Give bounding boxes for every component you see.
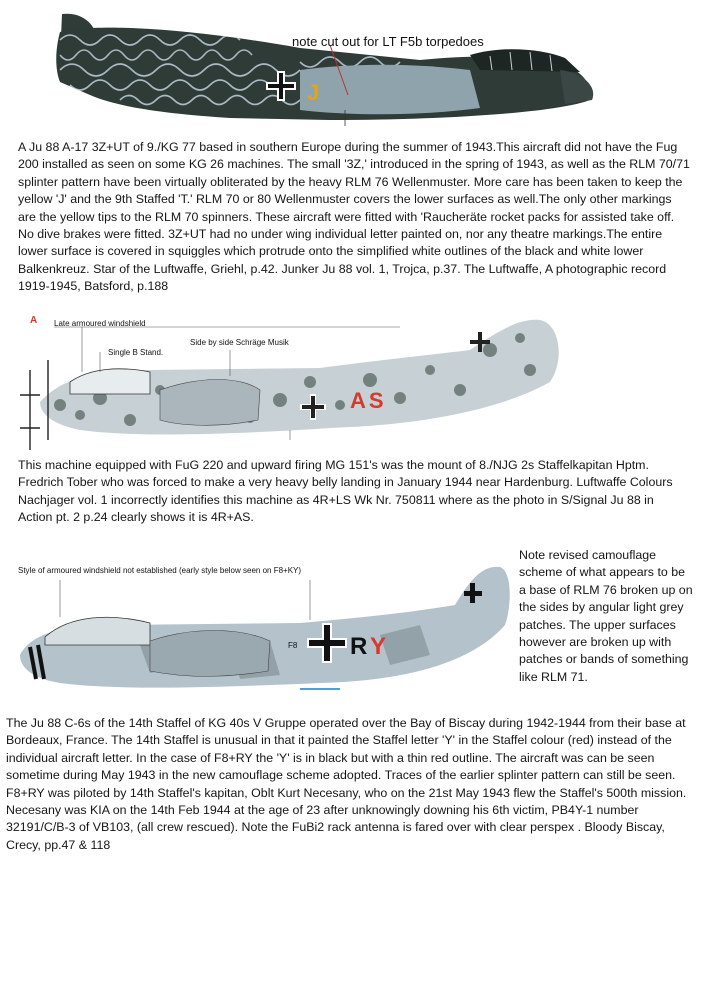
callout-windshield-style: Style of armoured windshield not established (early style below seen on F8+KY) [18, 566, 302, 575]
aircraft2-description: This machine equipped with FuG 220 and upward firing MG 151's was the mount of 8./NJG 2s Staffelkapitan Hptm. Fredrich Tober who was forced to make a very heavy belly landing in January 1944 near Hardenburg. Luftwaffe Colours Nachjager vol. 1 incorrectly identifies this machine as 4R+LS Wk Nr. 750811 where as the photo in S/Signal Ju 88 in Action pt. 2 p.24 clearly shows it is 4R+AS. [18, 458, 673, 525]
aircraft3-code-letter-y: Y [370, 633, 387, 660]
section-marker-a: A [30, 315, 38, 326]
callout-late-windshield: Late armoured windshield [54, 319, 146, 328]
aircraft3-code-letter-r: R [350, 633, 368, 660]
ju88-c6-illustration [0, 555, 512, 715]
aircraft3-side-note: Note revised camouflage scheme of what appears to be a base of RLM 76 broken up on the sides by angular light grey patches. The upper surfaces however are broken up with patches or bands of something like RLM 71. [519, 548, 693, 684]
ju88-a17-illustration [0, 0, 702, 140]
aircraft1-description: A Ju 88 A-17 3Z+UT of 9./KG 77 based in southern Europe during the summer of 1943.This aircraft did not have the Fug 200 installed as seen on some KG 26 machines. The small '3Z,' introduced in the spring of 1943, as well as the RLM 70/71 splinter pattern have been virtually obliterated by the heavy RLM 76 Wellenmuster. More care has been taken to keep the yellow 'J' and the 9th Staffed 'T.' RLM 70 or 80 Wellenmuster covers the lower surfaces as well.The only other markings are the yellow tips to the RLM 70 spinners. These aircraft were fitted with 'Raucheräte rocket packs for assisted take off. No dive brakes were fitted. 3Z+UT had no under wing individual letter painted on, nor any theatre markings.The entire lower surface is covered in squiggles which protrude onto the simplified white outlines of the black and white lower Balkenkreuz. Star of the Luftwaffe, Griehl, p.42. Junker Ju 88 vol. 1, Trojca, p.37. The Luftwaffe, A photographic record 1919-1945, Batsford, p.188 [18, 140, 690, 294]
aircraft-profile-1 [0, 0, 702, 140]
ju88-nightfighter-illustration [0, 310, 702, 460]
aircraft-profile-3 [0, 555, 512, 715]
aircraft1-code-letter: J [307, 80, 320, 105]
aircraft2-code-letters: AS [350, 388, 387, 413]
aircraft3-code-prefix: F8 [288, 641, 298, 650]
aircraft-profile-2 [0, 310, 702, 460]
callout-torpedoes: note cut out for LT F5b torpedoes [292, 34, 484, 49]
callout-schrage-musik: Side by side Schräge Musik [190, 338, 289, 347]
callout-single-b-stand: Single B Stand. [108, 348, 164, 357]
aircraft3-description: The Ju 88 C-6s of the 14th Staffel of KG 40s V Gruppe operated over the Bay of Biscay during 1942-1944 from their base at Bordeaux, France. The 14th Staffel is unusual in that it painted the Staffel letter 'Y' in the Staffel colour (red) instead of the individual aircraft letter. In the case of F8+RY the 'Y' is in black but with a thin red outline. The aircraft was can be seen sometime during May 1943 in the new camouflage scheme adopted. Traces of the earlier splinter pattern can still be seen. F8+RY was piloted by 14th Staffel's kapitan, Oblt Kurt Necesany, who on the 21st May 1943 flew the Staffel's 500th mission. Necesany was KIA on the 14th Feb 1944 at the age of 23 after unknowingly downing his 6th victim, PB4Y-1 number 32191/C/B-3 of VB103, (all crew rescued). Note the FuBi2 rack antenna is fared over with clear perspex . Bloody Biscay, Crecy, pp.47 & 118 [6, 716, 687, 852]
